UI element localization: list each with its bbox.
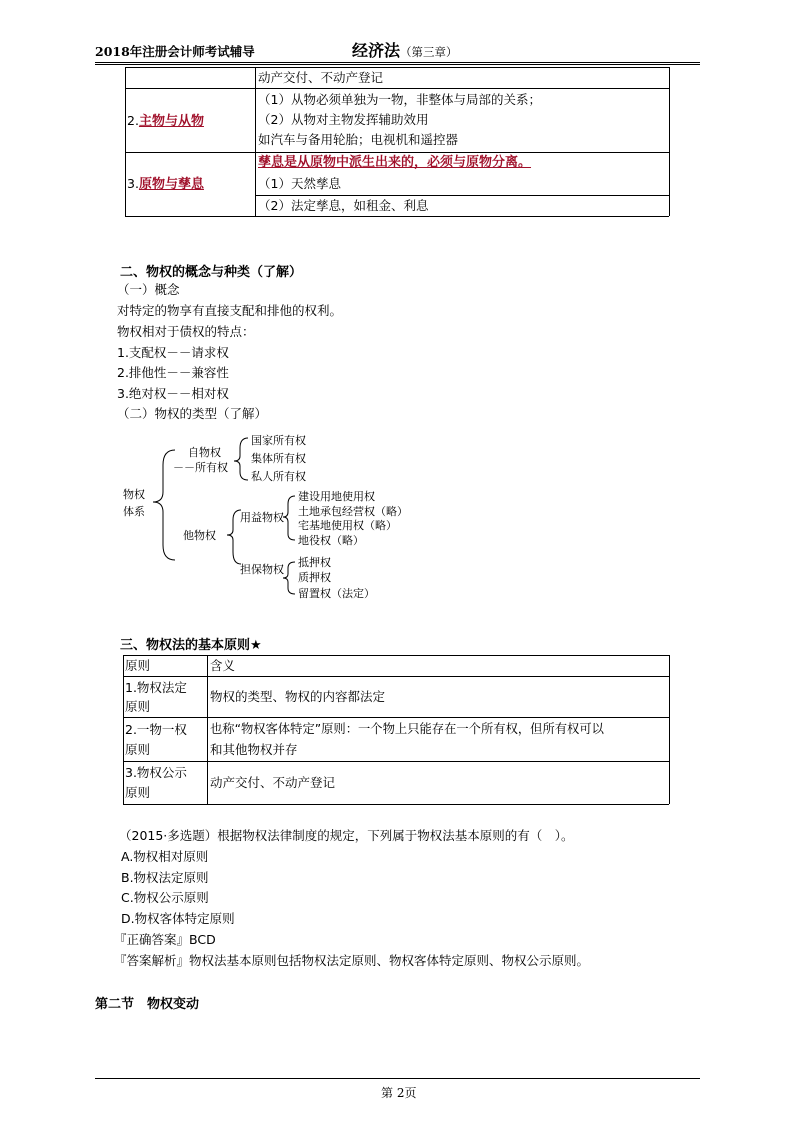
table-cell: 原则 xyxy=(125,742,151,757)
analysis: 『答案解析』物权法基本原则包括物权法定原则、物权客体特定原则、物权公示原则。 xyxy=(114,953,590,968)
diagram-leaf: 宅基地使用权（略） xyxy=(298,519,397,532)
table-cell: （2）从物对主物发挥辅助效用 xyxy=(258,112,429,127)
table-cell: 3.物权公示 xyxy=(125,765,187,780)
diagram-leaf: 留置权（法定） xyxy=(298,587,375,600)
diagram-leaf: 国家所有权 xyxy=(251,434,306,447)
header-rule xyxy=(95,62,700,63)
option: B.物权法定原则 xyxy=(121,870,209,885)
table-header: 含义 xyxy=(210,658,236,673)
question-stem: （2015·多选题）根据物权法律制度的规定，下列属于物权法基本原则的有（ ）。 xyxy=(119,828,574,843)
features-intro: 物权相对于债权的特点： xyxy=(117,324,255,339)
table-cell: 原则 xyxy=(125,785,151,800)
feature-item: 2.排他性－－兼容性 xyxy=(117,365,229,380)
table-cell: 物权的类型、物权的内容都法定 xyxy=(210,689,386,704)
diagram-leaf: 土地承包经营权（略） xyxy=(298,505,408,518)
section-title: 二、物权的概念与种类（了解） xyxy=(120,265,303,280)
table-cell: 1.物权法定 xyxy=(125,680,187,695)
table-cell: 2.一物一权 xyxy=(125,722,187,737)
diagram-other: 他物权 xyxy=(183,529,216,542)
diagram-own: 自物权 xyxy=(188,446,221,459)
table-cell-label xyxy=(127,174,204,194)
table-cell: （2）法定孳息，如租金、利息 xyxy=(258,198,429,213)
diagram-root-2: 体系 xyxy=(123,505,145,518)
option: D.物权客体特定原则 xyxy=(121,911,235,926)
diagram-leaf: 抵押权 xyxy=(298,556,331,569)
definition: 对特定的物享有直接支配和排他的权利。 xyxy=(117,303,343,318)
header-chapter: （第三章） xyxy=(400,45,458,59)
row-number: 3. xyxy=(127,176,139,191)
diagram-usufruct: 用益物权 xyxy=(240,511,284,524)
highlight-text: 孳息是从原物中派生出来的，必须与原物分离。 xyxy=(258,155,532,170)
diagram-security: 担保物权 xyxy=(240,563,284,576)
table-cell: 原则 xyxy=(125,699,151,714)
page-number: 第 2页 xyxy=(381,1086,417,1100)
diagram-own-2: －－所有权 xyxy=(173,461,228,474)
principal-accessory-link[interactable]: 主物与从物 xyxy=(138,114,204,129)
table-cell: （1）从物必须单独为一物，非整体与局部的关系； xyxy=(258,92,541,107)
table-cell: 动产交付、不动产登记 xyxy=(210,775,336,790)
diagram-leaf: 质押权 xyxy=(298,571,331,584)
diagram-leaf: 集体所有权 xyxy=(251,452,306,465)
table-cell: 和其他物权并存 xyxy=(210,742,298,757)
feature-item: 1.支配权－－请求权 xyxy=(117,345,229,360)
property-rights-diagram xyxy=(115,430,435,610)
row-number: 2. xyxy=(127,113,139,128)
table-cell: 如汽车与备用轮胎；电视机和遥控器 xyxy=(258,132,459,147)
table-cell: 动产交付、不动产登记 xyxy=(258,70,384,85)
option: C.物权公示原则 xyxy=(121,890,209,905)
header-center xyxy=(352,38,458,61)
header-left: 2018年注册会计师考试辅导 xyxy=(95,44,255,59)
option: A.物权相对原则 xyxy=(121,849,209,864)
subsection-title: （一）概念 xyxy=(117,282,180,297)
header-rule-2 xyxy=(95,64,700,65)
answer: 『正确答案』BCD xyxy=(114,932,216,947)
diagram-leaf: 私人所有权 xyxy=(251,470,306,483)
section-title: 三、物权法的基本原则★ xyxy=(120,638,262,653)
table-cell-label xyxy=(127,111,204,131)
header-subject: 经济法 xyxy=(352,41,401,60)
diagram-root: 物权 xyxy=(123,488,145,501)
diagram-leaf: 地役权（略） xyxy=(298,534,364,547)
table-header: 原则 xyxy=(125,658,151,673)
table-cell: 也称“物权客体特定”原则：一个物上只能存在一个所有权，但所有权可以 xyxy=(210,722,604,736)
table-cell: （1）天然孳息 xyxy=(258,176,341,191)
subsection-title: （二）物权的类型（了解） xyxy=(117,406,268,421)
fruits-link[interactable]: 原物与孳息 xyxy=(138,177,204,192)
footer-rule xyxy=(95,1078,700,1079)
section-heading: 第二节 物权变动 xyxy=(95,997,200,1012)
feature-item: 3.绝对权－－相对权 xyxy=(117,386,229,401)
diagram-leaf: 建设用地使用权 xyxy=(298,490,375,503)
